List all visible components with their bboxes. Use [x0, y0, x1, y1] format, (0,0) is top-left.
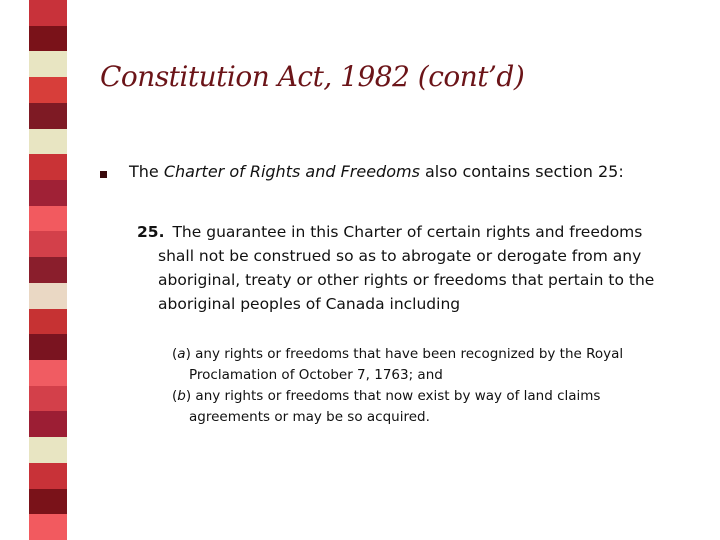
stripe-segment: [29, 0, 67, 26]
clause-paren: (: [172, 346, 178, 362]
section-clauses: [172, 344, 623, 428]
section-text-line: aboriginal peoples of Canada including: [158, 295, 461, 313]
clause-letter: a: [177, 346, 186, 362]
clause-paren: ): [185, 388, 192, 404]
clause-a-line: [172, 344, 623, 365]
stripe-segment: [29, 514, 67, 540]
stripe-segment: [29, 231, 67, 257]
stripe-segment: [29, 283, 67, 309]
stripe-segment: [29, 463, 67, 489]
section-number: 25.: [137, 223, 165, 241]
clause-paren: ): [185, 346, 191, 362]
clause-paren: (: [172, 388, 178, 404]
clause-text: any rights or freedoms that have been recognized by the Royal: [190, 346, 624, 362]
stripe-segment: [29, 309, 67, 335]
bullet-prefix: The: [129, 162, 164, 181]
stripe-segment: [29, 129, 67, 155]
stripe-segment: [29, 360, 67, 386]
stripe-segment: [29, 437, 67, 463]
bullet-square-icon: [100, 171, 107, 178]
decorative-stripe-bar: [29, 0, 67, 540]
stripe-segment: [29, 103, 67, 129]
clause-a-continuation: Proclamation of October 7, 1763; and: [189, 367, 443, 383]
stripe-segment: [29, 26, 67, 52]
section-text-line: aboriginal, treaty or other rights or freedoms that pertain to the: [158, 271, 655, 289]
stripe-segment: [29, 334, 67, 360]
slide-title: Constitution Act, 1982 (cont’d): [100, 60, 525, 93]
clause-b-continuation: agreements or may be so acquired.: [189, 409, 430, 425]
stripe-segment: [29, 77, 67, 103]
stripe-segment: [29, 411, 67, 437]
stripe-segment: [29, 51, 67, 77]
clause-b-line: [172, 386, 623, 407]
charter-name: Charter of Rights and Freedoms: [163, 162, 420, 181]
section-line: [137, 220, 654, 244]
bullet-suffix: also contains section 25:: [419, 162, 624, 181]
section-25-quote: [137, 220, 654, 316]
bullet-point: [129, 162, 624, 181]
clause-text: any rights or freedoms that now exist by way of land claims: [191, 388, 601, 404]
clause-letter: b: [177, 388, 186, 404]
stripe-segment: [29, 180, 67, 206]
stripe-segment: [29, 154, 67, 180]
stripe-segment: [29, 489, 67, 515]
stripe-segment: [29, 386, 67, 412]
stripe-segment: [29, 206, 67, 232]
section-text-line: The guarantee in this Charter of certain rights and freedoms: [172, 223, 643, 241]
section-text-line: shall not be construed so as to abrogate or derogate from any: [158, 247, 642, 265]
stripe-segment: [29, 257, 67, 283]
